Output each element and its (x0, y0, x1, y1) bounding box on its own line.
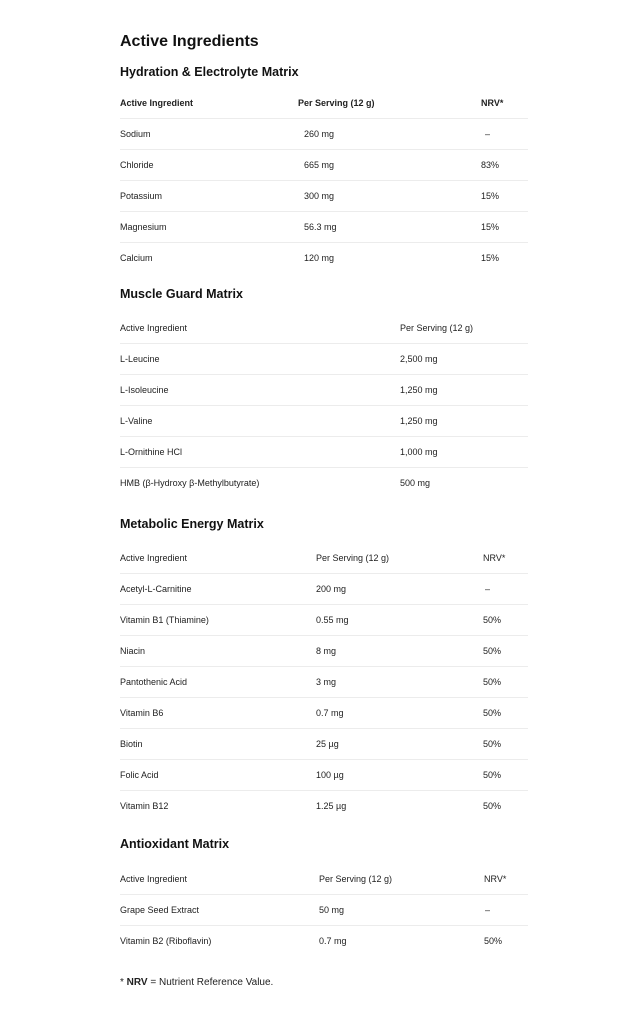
nrv-cell: 83% (481, 150, 528, 181)
section-title-muscle-guard: Muscle Guard Matrix (120, 287, 243, 301)
table-row (120, 636, 528, 667)
amount-cell: 1,250 mg (400, 375, 528, 406)
table-row (120, 344, 528, 375)
ingredient-cell: Sodium (120, 119, 298, 150)
nrv-cell: 15% (481, 253, 500, 263)
metabolic-energy-table (120, 543, 528, 821)
amount-cell: 3 mg (316, 667, 483, 698)
table-header-row (120, 88, 528, 119)
amount-cell: 0.7 mg (319, 936, 347, 946)
table-row (120, 926, 528, 957)
header-cell: Active Ingredient (120, 88, 298, 119)
ingredient-cell: Niacin (120, 636, 316, 667)
ingredient-cell: Potassium (120, 181, 298, 212)
nrv-cell: 15% (481, 212, 528, 243)
ingredient-cell: Vitamin B12 (120, 801, 169, 811)
nrv-cell: 50% (483, 801, 502, 811)
amount-cell: 2,500 mg (400, 344, 528, 375)
table-row (120, 698, 528, 729)
ingredient-cell: L-Leucine (120, 344, 400, 375)
ingredient-cell: Calcium (120, 253, 153, 263)
antioxidant-table (120, 864, 528, 956)
ingredient-cell: Magnesium (120, 212, 298, 243)
nrv-cell: 50% (484, 936, 503, 946)
ingredient-cell: Grape Seed Extract (120, 895, 319, 926)
ingredient-cell: Vitamin B1 (Thiamine) (120, 605, 316, 636)
header-cell: Active Ingredient (120, 313, 400, 344)
amount-cell: 120 mg (304, 253, 335, 263)
header-cell: Active Ingredient (120, 864, 319, 895)
amount-cell: 1.25 µg (316, 801, 347, 811)
amount-cell: 8 mg (316, 636, 483, 667)
table-row (120, 406, 528, 437)
table-row (120, 605, 528, 636)
header-cell: Per Serving (12 g) (400, 313, 528, 344)
nrv-cell: – (481, 119, 528, 150)
ingredient-cell: Acetyl-L-Carnitine (120, 574, 316, 605)
ingredient-cell: Biotin (120, 729, 316, 760)
header-cell: NRV* (484, 864, 528, 895)
amount-cell: 1,000 mg (400, 437, 528, 468)
table-row (120, 667, 528, 698)
header-cell: NRV* (483, 543, 528, 574)
amount-cell: 300 mg (298, 181, 481, 212)
table-row (120, 760, 528, 791)
nrv-cell: 50% (483, 760, 528, 791)
ingredient-cell: Vitamin B6 (120, 698, 316, 729)
nrv-footnote (120, 977, 273, 988)
ingredient-cell: Vitamin B2 (Riboflavin) (120, 936, 212, 946)
hydration-table (120, 88, 528, 273)
section-title-antioxidant: Antioxidant Matrix (120, 837, 230, 851)
table-header-row (120, 864, 528, 895)
header-cell: NRV* (481, 88, 528, 119)
nrv-cell: – (484, 895, 528, 926)
section-title-metabolic-energy: Metabolic Energy Matrix (120, 517, 264, 531)
nrv-cell: – (483, 574, 528, 605)
amount-cell: 0.7 mg (316, 698, 483, 729)
amount-cell: 50 mg (319, 895, 484, 926)
table-row (120, 791, 528, 822)
ingredient-cell: Pantothenic Acid (120, 667, 316, 698)
table-row (120, 375, 528, 406)
table-row (120, 181, 528, 212)
footnote-prefix: * (120, 977, 127, 988)
page-title: Active Ingredients (120, 33, 259, 50)
table-row (120, 150, 528, 181)
header-cell: Active Ingredient (120, 543, 316, 574)
table-row (120, 119, 528, 150)
table-row (120, 895, 528, 926)
table-row (120, 243, 528, 274)
amount-cell: 25 µg (316, 729, 483, 760)
header-cell: Per Serving (12 g) (316, 543, 483, 574)
ingredient-cell: Folic Acid (120, 760, 316, 791)
amount-cell: 260 mg (298, 119, 481, 150)
table-row (120, 729, 528, 760)
ingredient-cell: L-Ornithine HCl (120, 437, 400, 468)
ingredient-cell: L-Valine (120, 406, 400, 437)
amount-cell: 665 mg (298, 150, 481, 181)
nrv-cell: 50% (483, 605, 528, 636)
amount-cell: 100 µg (316, 760, 483, 791)
amount-cell: 56.3 mg (298, 212, 481, 243)
amount-cell: 200 mg (316, 574, 483, 605)
ingredient-cell: Chloride (120, 150, 298, 181)
nrv-cell: 15% (481, 181, 528, 212)
table-row (120, 468, 528, 499)
section-title-hydration: Hydration & Electrolyte Matrix (120, 65, 299, 79)
table-row (120, 212, 528, 243)
ingredient-cell: HMB (β-Hydroxy β-Methylbutyrate) (120, 478, 260, 488)
header-cell: Per Serving (12 g) (298, 88, 481, 119)
amount-cell: 500 mg (400, 478, 431, 488)
muscle-guard-table (120, 313, 528, 498)
table-row (120, 574, 528, 605)
ingredient-cell: L-Isoleucine (120, 375, 400, 406)
amount-cell: 1,250 mg (400, 406, 528, 437)
nrv-cell: 50% (483, 667, 528, 698)
amount-cell: 0.55 mg (316, 605, 483, 636)
nrv-cell: 50% (483, 636, 528, 667)
table-header-row (120, 543, 528, 574)
table-row (120, 437, 528, 468)
footnote-text: = Nutrient Reference Value. (147, 977, 274, 988)
nrv-cell: 50% (483, 729, 528, 760)
footnote-term: NRV (126, 977, 148, 988)
header-cell: Per Serving (12 g) (319, 864, 484, 895)
table-header-row (120, 313, 528, 344)
nrv-cell: 50% (483, 698, 528, 729)
